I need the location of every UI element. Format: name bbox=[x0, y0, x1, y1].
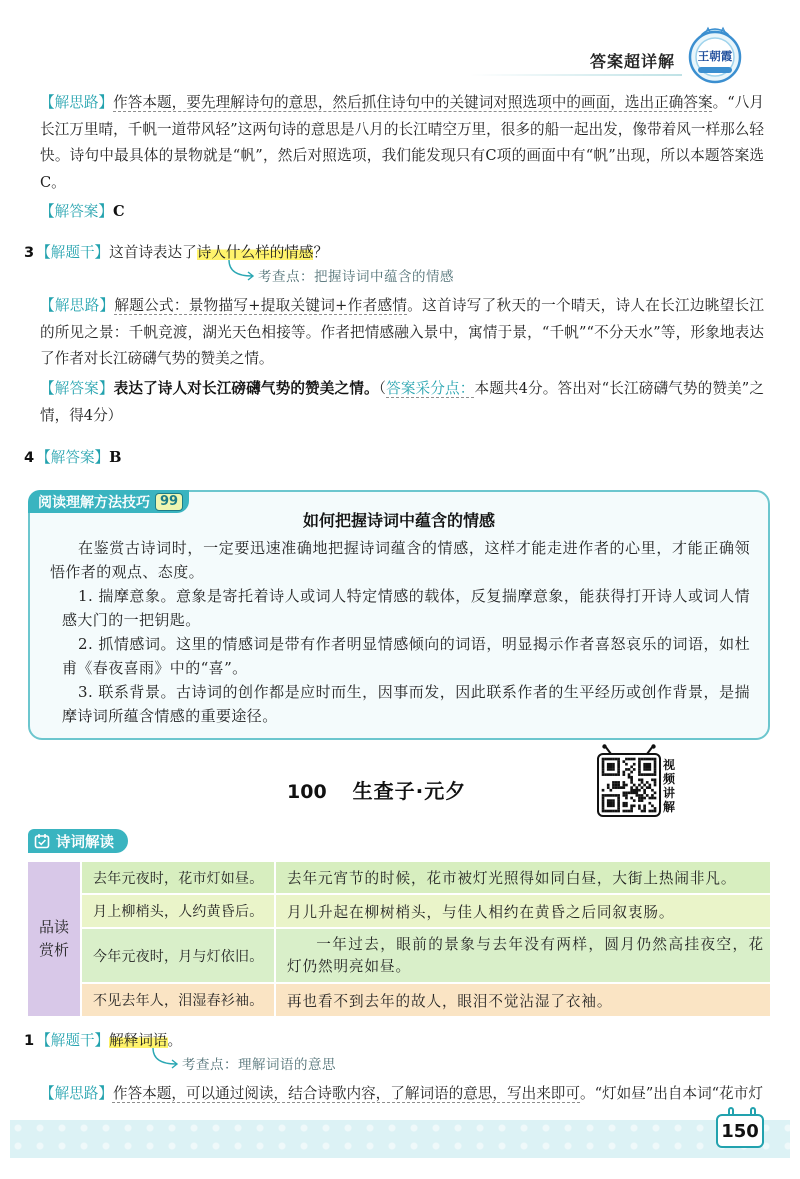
qr-module bbox=[610, 810, 613, 813]
qr-module bbox=[602, 766, 605, 769]
stem-label: 【解题干】 bbox=[36, 244, 110, 261]
qr-module bbox=[628, 773, 631, 776]
qr-module bbox=[638, 789, 641, 792]
q4-answer bbox=[24, 445, 748, 472]
qr-module bbox=[643, 763, 646, 766]
qr-module bbox=[630, 789, 633, 792]
qr-module bbox=[620, 786, 623, 789]
qr-module bbox=[625, 802, 628, 805]
qr-module bbox=[633, 784, 636, 787]
qr-module bbox=[638, 794, 641, 797]
qr-module bbox=[617, 802, 620, 805]
qr-module bbox=[630, 771, 633, 774]
qr-module bbox=[602, 807, 605, 810]
qr-module bbox=[649, 802, 652, 805]
analysis-key-text: 作答本题，可以通过阅读，结合诗歌内容，了解词语的意思，写出来即可 bbox=[112, 1085, 580, 1102]
qr-module bbox=[654, 779, 657, 782]
footer-band bbox=[10, 1120, 790, 1158]
qr-module bbox=[633, 768, 636, 771]
stem-text: 这首诗表达了 bbox=[109, 244, 197, 261]
stem-highlight: 诗人什么样的情感 bbox=[196, 244, 314, 261]
qr-module bbox=[643, 807, 646, 810]
qr-module bbox=[623, 784, 626, 787]
qr-module bbox=[602, 789, 605, 792]
method-intro: 在鉴赏古诗词时，一定要迅速准确地把握诗词蕴含的情感，这样才能走进作者的心里，才能正确领悟作者的观点、态度。 bbox=[50, 539, 750, 581]
qr-module bbox=[602, 810, 605, 813]
qr-module bbox=[604, 773, 607, 776]
qr-module bbox=[623, 773, 626, 776]
curved-arrow-icon bbox=[150, 1047, 182, 1071]
qr-module bbox=[649, 786, 652, 789]
qr-module bbox=[651, 810, 654, 813]
q2-analysis bbox=[40, 90, 764, 196]
table-cell-original bbox=[82, 895, 274, 927]
qr-module bbox=[646, 768, 649, 771]
qr-module bbox=[638, 758, 641, 761]
qr-module bbox=[636, 792, 639, 795]
table-cell-original bbox=[82, 862, 274, 893]
qr-module bbox=[604, 758, 607, 761]
qr-module bbox=[628, 810, 631, 813]
qr-module bbox=[617, 758, 620, 761]
qr-module bbox=[607, 810, 610, 813]
qr-module bbox=[617, 805, 620, 808]
qr-module bbox=[623, 792, 626, 795]
poem-line: 去年元夜时，花市灯如昼。 bbox=[93, 870, 264, 887]
qr-module bbox=[638, 768, 641, 771]
method-title: 如何把握诗词中蕴含的情感 bbox=[302, 511, 495, 530]
qr-module bbox=[602, 773, 605, 776]
qr-module bbox=[638, 763, 641, 766]
qr-module bbox=[602, 771, 605, 774]
qr-module bbox=[623, 810, 626, 813]
qr-module bbox=[641, 786, 644, 789]
analysis-label: 【解思路】 bbox=[40, 94, 114, 111]
qr-module bbox=[617, 786, 620, 789]
qr-module bbox=[651, 805, 654, 808]
qr-module bbox=[646, 763, 649, 766]
qr-module bbox=[604, 794, 607, 797]
qr-module bbox=[617, 763, 620, 766]
qr-module bbox=[617, 799, 620, 802]
hint-text: 考查点：理解词语的意思 bbox=[182, 1057, 336, 1073]
qr-module bbox=[612, 802, 615, 805]
qr-module bbox=[602, 794, 605, 797]
qr-module bbox=[610, 768, 613, 771]
qr-module bbox=[638, 779, 641, 782]
qr-module bbox=[617, 773, 620, 776]
qr-module bbox=[602, 768, 605, 771]
qr-module bbox=[641, 794, 644, 797]
qr-module bbox=[643, 805, 646, 808]
scoring-label: 答案采分点： bbox=[386, 380, 475, 397]
qr-module bbox=[615, 758, 618, 761]
analysis-label: 【解思路】 bbox=[40, 1085, 113, 1102]
qr-module bbox=[654, 807, 657, 810]
poem-title: 生查子·元夕 bbox=[352, 779, 467, 803]
qr-module bbox=[630, 797, 633, 800]
answer-value: C bbox=[112, 203, 125, 220]
qr-module bbox=[612, 773, 615, 776]
qr-module bbox=[651, 789, 654, 792]
qr-module bbox=[610, 773, 613, 776]
qr-module bbox=[628, 792, 631, 795]
qr-module bbox=[617, 794, 620, 797]
qr-module bbox=[625, 792, 628, 795]
qr-module bbox=[643, 792, 646, 795]
qr-module bbox=[638, 797, 641, 800]
qr-module bbox=[602, 802, 605, 805]
answer-label: 【解答案】 bbox=[36, 449, 110, 466]
qr-module bbox=[641, 781, 644, 784]
qr-module bbox=[643, 797, 646, 800]
qr-module bbox=[646, 773, 649, 776]
table-cell-translation bbox=[276, 862, 770, 893]
qr-module bbox=[604, 810, 607, 813]
qr-module bbox=[615, 810, 618, 813]
qr-module bbox=[602, 797, 605, 800]
qr-code[interactable] bbox=[597, 744, 661, 820]
qr-module bbox=[633, 792, 636, 795]
answer-value: 表达了诗人对长江磅礴气势的赞美之情。 bbox=[113, 380, 379, 397]
method-tag-number: 99 bbox=[155, 493, 183, 511]
qr-module bbox=[623, 760, 626, 763]
qr-module bbox=[610, 794, 613, 797]
qr-module bbox=[654, 810, 657, 813]
qr-module bbox=[638, 773, 641, 776]
qr-module bbox=[651, 794, 654, 797]
page-number-text: 150 bbox=[721, 1120, 759, 1142]
qr-module bbox=[617, 807, 620, 810]
qr-module bbox=[607, 802, 610, 805]
qr-module bbox=[625, 810, 628, 813]
qr-module bbox=[643, 766, 646, 769]
qr-module bbox=[630, 776, 633, 779]
qr-module bbox=[623, 781, 626, 784]
qr-module bbox=[612, 786, 615, 789]
q1-stem bbox=[24, 1028, 748, 1055]
qr-module bbox=[607, 758, 610, 761]
analysis-text: 。“灯如昼”出自本词“花市灯 bbox=[580, 1085, 763, 1102]
qr-module bbox=[610, 805, 613, 808]
qr-module bbox=[654, 758, 657, 761]
qr-module bbox=[643, 768, 646, 771]
qr-module bbox=[654, 797, 657, 800]
method-body bbox=[50, 536, 750, 728]
method-item: 2. 抓情感词。这里的情感词是带有作者明显情感倾向的词语，明显揭示作者喜怒哀乐的词语，如杜甫《春夜喜雨》中的“喜”。 bbox=[62, 635, 750, 677]
header-title: 答案超详解 bbox=[590, 52, 676, 71]
stem-text-end: 。 bbox=[167, 1032, 183, 1049]
qr-module bbox=[651, 758, 654, 761]
qr-module bbox=[617, 810, 620, 813]
qr-module bbox=[625, 763, 628, 766]
table-row-header bbox=[28, 862, 80, 1016]
poem-heading bbox=[287, 775, 466, 804]
qr-module bbox=[602, 760, 605, 763]
qr-module bbox=[628, 768, 631, 771]
qr-module bbox=[612, 784, 615, 787]
qr-module bbox=[625, 758, 628, 761]
qr-module bbox=[607, 773, 610, 776]
analysis-key-text: 作答本题，要先理解诗句的意思，然后抓住诗句中的关键词对照选项中的画面，选出正确答案 bbox=[113, 94, 713, 111]
qr-module bbox=[630, 807, 633, 810]
stem-text-end: ？ bbox=[313, 244, 329, 261]
qr-module bbox=[643, 784, 646, 787]
qr-module bbox=[630, 786, 633, 789]
qr-module bbox=[649, 810, 652, 813]
qr-module bbox=[649, 768, 652, 771]
qr-module bbox=[612, 810, 615, 813]
scoring-open: （ bbox=[378, 380, 387, 397]
qr-module bbox=[638, 760, 641, 763]
qr-module bbox=[630, 781, 633, 784]
qr-module bbox=[649, 784, 652, 787]
analysis-label: 【解思路】 bbox=[40, 297, 115, 314]
qr-module bbox=[646, 786, 649, 789]
qr-module bbox=[615, 773, 618, 776]
qr-module bbox=[612, 768, 615, 771]
qr-module bbox=[610, 763, 613, 766]
qr-module bbox=[654, 773, 657, 776]
answer-label: 【解答案】 bbox=[40, 203, 113, 220]
qr-module bbox=[641, 758, 644, 761]
q3-stem bbox=[24, 240, 748, 267]
qr-module bbox=[610, 758, 613, 761]
qr-module bbox=[628, 776, 631, 779]
q1-analysis bbox=[40, 1081, 764, 1108]
table-cell-translation bbox=[276, 984, 770, 1016]
qr-module bbox=[617, 781, 620, 784]
qr-module bbox=[625, 805, 628, 808]
stem-label: 【解题干】 bbox=[36, 1032, 110, 1049]
table-row-header-label: 品读赏析 bbox=[39, 918, 70, 959]
qr-module bbox=[610, 789, 613, 792]
qr-module bbox=[623, 802, 626, 805]
qr-module bbox=[623, 771, 626, 774]
question-number: 4 bbox=[24, 449, 35, 466]
qr-module bbox=[617, 771, 620, 774]
qr-module bbox=[646, 766, 649, 769]
translation-text: 再也看不到去年的故人，眼泪不觉沾湿了衣袖。 bbox=[287, 992, 613, 1010]
qr-module bbox=[651, 779, 654, 782]
qr-module bbox=[641, 797, 644, 800]
qr-module bbox=[638, 771, 641, 774]
qr-module bbox=[602, 805, 605, 808]
qr-module bbox=[649, 766, 652, 769]
translation-text: 一年过去，眼前的景象与去年没有两样，圆月仍然高挂夜空，花灯仍然明亮如昼。 bbox=[287, 935, 764, 975]
answer-value: B bbox=[109, 449, 122, 466]
poem-line: 今年元夜时，月与灯依旧。 bbox=[93, 948, 264, 965]
qr-module bbox=[623, 805, 626, 808]
qr-module bbox=[625, 794, 628, 797]
question-number: 3 bbox=[24, 244, 35, 261]
qr-module bbox=[602, 763, 605, 766]
qr-module bbox=[607, 766, 610, 769]
analysis-key-text: 解题公式：景物描写+提取关键词+作者感情 bbox=[114, 297, 408, 314]
qr-module bbox=[638, 799, 641, 802]
qr-module bbox=[615, 781, 618, 784]
qr-module bbox=[607, 786, 610, 789]
section-tag-label: 诗词解读 bbox=[56, 834, 114, 851]
qr-module bbox=[610, 799, 613, 802]
method-tips-box bbox=[28, 490, 770, 740]
curved-arrow-icon bbox=[226, 259, 258, 283]
translation-text: 月儿升起在柳树梢头，与佳人相约在黄昏之后同叙衷肠。 bbox=[287, 903, 675, 921]
poem-line: 不见去年人，泪湿春衫袖。 bbox=[93, 993, 264, 1009]
qr-module bbox=[612, 794, 615, 797]
qr-module bbox=[630, 805, 633, 808]
qr-module bbox=[612, 766, 615, 769]
qr-module bbox=[617, 797, 620, 800]
table-cell-original bbox=[82, 929, 274, 982]
calendar-check-icon bbox=[34, 833, 50, 849]
qr-module bbox=[646, 794, 649, 797]
qr-module bbox=[654, 760, 657, 763]
page-number bbox=[716, 1114, 764, 1148]
qr-module bbox=[638, 805, 641, 808]
qr-module bbox=[610, 766, 613, 769]
q2-answer bbox=[40, 199, 764, 226]
qr-module bbox=[654, 768, 657, 771]
method-item: 3. 联系背景。古诗词的创作都是应时而生，因事而发，因此联系作者的生平经历或创作背景，是揣摩诗词所蕴含情感的重要途径。 bbox=[62, 683, 750, 725]
qr-module bbox=[636, 789, 639, 792]
qr-module bbox=[607, 799, 610, 802]
qr-module bbox=[641, 810, 644, 813]
qr-module bbox=[651, 797, 654, 800]
qr-module bbox=[630, 792, 633, 795]
qr-module bbox=[649, 773, 652, 776]
qr-module bbox=[607, 763, 610, 766]
q3-analysis bbox=[40, 293, 764, 373]
hint-text: 考查点：把握诗词中蕴含的情感 bbox=[258, 269, 454, 285]
qr-module bbox=[643, 773, 646, 776]
qr-module bbox=[638, 784, 641, 787]
qr-module bbox=[612, 758, 615, 761]
poem-number: 100 bbox=[287, 781, 327, 803]
qr-module bbox=[623, 794, 626, 797]
qr-module bbox=[646, 781, 649, 784]
qr-module bbox=[641, 799, 644, 802]
qr-module bbox=[615, 786, 618, 789]
scoring-text: 本题共4分。答出对“长江磅礴气势的赞美”之情，得4分） bbox=[40, 380, 764, 424]
poem-table bbox=[28, 862, 770, 1012]
qr-module bbox=[607, 784, 610, 787]
qr-module bbox=[623, 786, 626, 789]
qr-module bbox=[607, 794, 610, 797]
qr-module bbox=[654, 784, 657, 787]
method-item: 1. 揣摩意象。意象是寄托着诗人或词人特定情感的载体，反复揣摩意象，能获得打开诗人或词人情感大门的一把钥匙。 bbox=[62, 587, 750, 629]
stem-highlight: 解释词语 bbox=[109, 1032, 168, 1049]
qr-module bbox=[615, 784, 618, 787]
qr-module bbox=[643, 789, 646, 792]
qr-module bbox=[633, 758, 636, 761]
qr-module bbox=[617, 784, 620, 787]
qr-module bbox=[630, 810, 633, 813]
analysis-text: 。“八月长江万里晴，千帆一道带风轻”这两句诗的意思是八月的长江晴空万里，很多的船一起出发，像带着风一样那么轻快。诗句中最具体的景物就是“帆”，然后对照选项，我们能发现只有C项的画面中有“帆”出现，所以本题答案选C。 bbox=[40, 94, 764, 191]
qr-module bbox=[636, 794, 639, 797]
poem-line: 月上柳梢头，人约黄昏后。 bbox=[93, 904, 264, 920]
qr-module bbox=[617, 766, 620, 769]
qr-module bbox=[612, 805, 615, 808]
method-tag-label: 阅读理解方法技巧 bbox=[38, 494, 150, 511]
qr-module bbox=[638, 766, 641, 769]
qr-module bbox=[633, 799, 636, 802]
video-label: 视频讲解 bbox=[663, 758, 676, 814]
qr-module bbox=[602, 799, 605, 802]
question-number: 1 bbox=[24, 1032, 35, 1049]
qr-module bbox=[625, 784, 628, 787]
qr-module bbox=[643, 758, 646, 761]
qr-module bbox=[617, 760, 620, 763]
qr-module bbox=[654, 771, 657, 774]
qr-module bbox=[641, 773, 644, 776]
qr-module bbox=[612, 799, 615, 802]
qr-module bbox=[641, 779, 644, 782]
header-rule bbox=[470, 74, 682, 76]
qr-module bbox=[610, 802, 613, 805]
logo-badge bbox=[686, 24, 744, 88]
table-cell-translation bbox=[276, 895, 770, 927]
qr-module bbox=[636, 786, 639, 789]
table-cell-original bbox=[82, 984, 274, 1016]
analysis-text: 。这首诗写了秋天的一个晴天，诗人在长江边眺望长江的所见之景：千帆竞渡，湖光天色相接等。作者把情感融入景中，寓情于景，“千帆”“不分天水”等，形象地表达了作者对长江磅礴气势的赞美之情。 bbox=[40, 297, 764, 367]
qr-module bbox=[654, 763, 657, 766]
qr-module bbox=[633, 763, 636, 766]
qr-module bbox=[633, 805, 636, 808]
qr-module bbox=[612, 763, 615, 766]
qr-module bbox=[607, 805, 610, 808]
qr-module bbox=[628, 758, 631, 761]
qr-module bbox=[649, 797, 652, 800]
q3-answer bbox=[40, 376, 764, 429]
qr-module bbox=[617, 768, 620, 771]
qr-module bbox=[625, 797, 628, 800]
qr-module bbox=[649, 758, 652, 761]
qr-module bbox=[643, 810, 646, 813]
qr-module bbox=[602, 758, 605, 761]
qr-module bbox=[615, 794, 618, 797]
qr-module bbox=[638, 807, 641, 810]
qr-module bbox=[630, 779, 633, 782]
qr-module bbox=[607, 768, 610, 771]
qr-module bbox=[612, 781, 615, 784]
qr-module bbox=[630, 758, 633, 761]
qr-module bbox=[654, 766, 657, 769]
qr-module bbox=[651, 773, 654, 776]
logo-text: 王朝霞 bbox=[697, 49, 733, 63]
qr-module bbox=[625, 768, 628, 771]
translation-text: 去年元宵节的时候，花市被灯光照得如同白昼，大街上热闹非凡。 bbox=[287, 870, 737, 887]
qr-module bbox=[649, 763, 652, 766]
table-cell-translation bbox=[276, 929, 770, 982]
qr-module bbox=[654, 792, 657, 795]
qr-module bbox=[646, 758, 649, 761]
answer-label: 【解答案】 bbox=[40, 380, 114, 397]
qr-module bbox=[654, 781, 657, 784]
section-tag bbox=[28, 829, 128, 853]
qr-module bbox=[630, 766, 633, 769]
qr-module bbox=[633, 789, 636, 792]
